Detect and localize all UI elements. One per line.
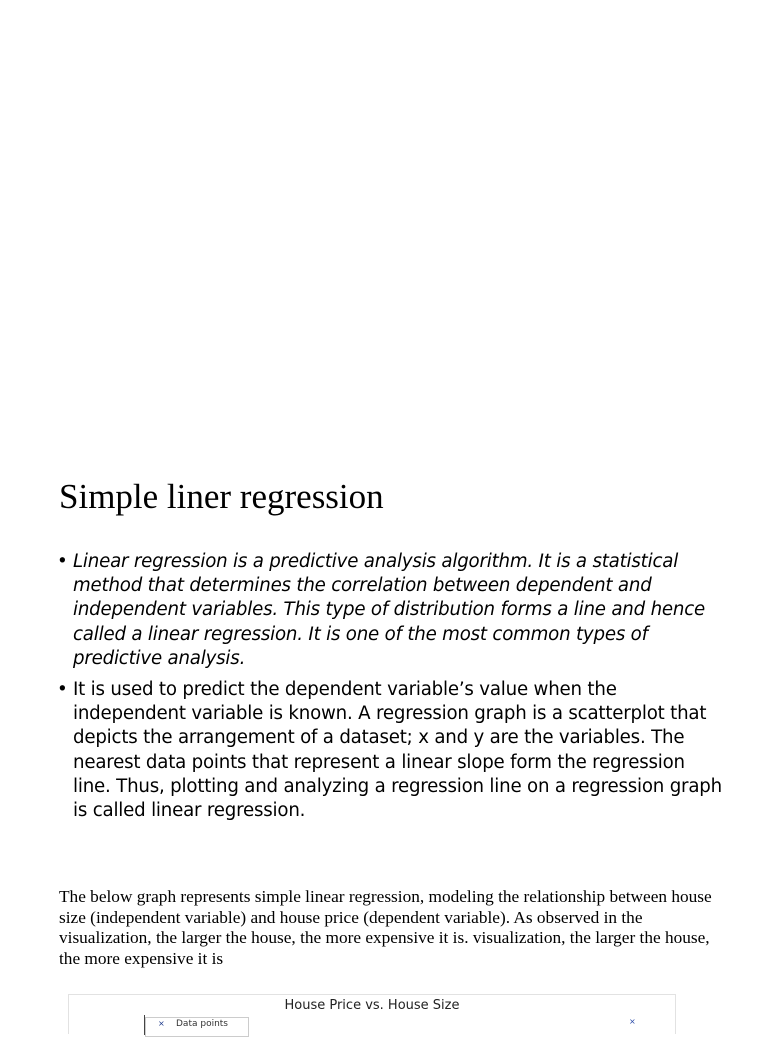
- legend-label: Data points: [176, 1019, 228, 1029]
- regression-chart-figure: [68, 994, 676, 1034]
- bullet-item-usage: [57, 678, 727, 823]
- bullet-text: Linear regression is a predictive analysis algorithm. It is a statistical method that determines the correlation between dependent and independent variables. This type of distribution forms a line and hence called a linear regression. It is one of the most common types of predictive analysis.: [73, 551, 705, 669]
- page-title: Simple liner regression: [59, 477, 384, 516]
- bullet-marker: •: [57, 679, 68, 701]
- bullet-list: [57, 550, 727, 830]
- chart-title: House Price vs. House Size: [284, 998, 460, 1013]
- bullet-item-definition: [57, 550, 727, 671]
- legend-marker-icon: ×: [158, 1019, 165, 1028]
- chart-legend: [145, 1017, 249, 1037]
- bullet-text: It is used to predict the dependent variable’s value when the independent variable is known. A regression graph is a scatterplot that depicts the arrangement of a dataset; x and y are the variables. The nearest data points that represent a linear slope form the regression line. Thus, plotting and analyzing a regression line on a regression graph is called linear regression.: [73, 679, 722, 822]
- bullet-marker: •: [57, 551, 68, 572]
- description-paragraph: The below graph represents simple linear regression, modeling the relationship between house size (independent variable) and house price (dependent variable). As observed in the visualization, the larger the house, the more expensive it is. visualization, the larger the house, the more expensive it is: [59, 887, 712, 968]
- data-point: ×: [629, 1017, 636, 1026]
